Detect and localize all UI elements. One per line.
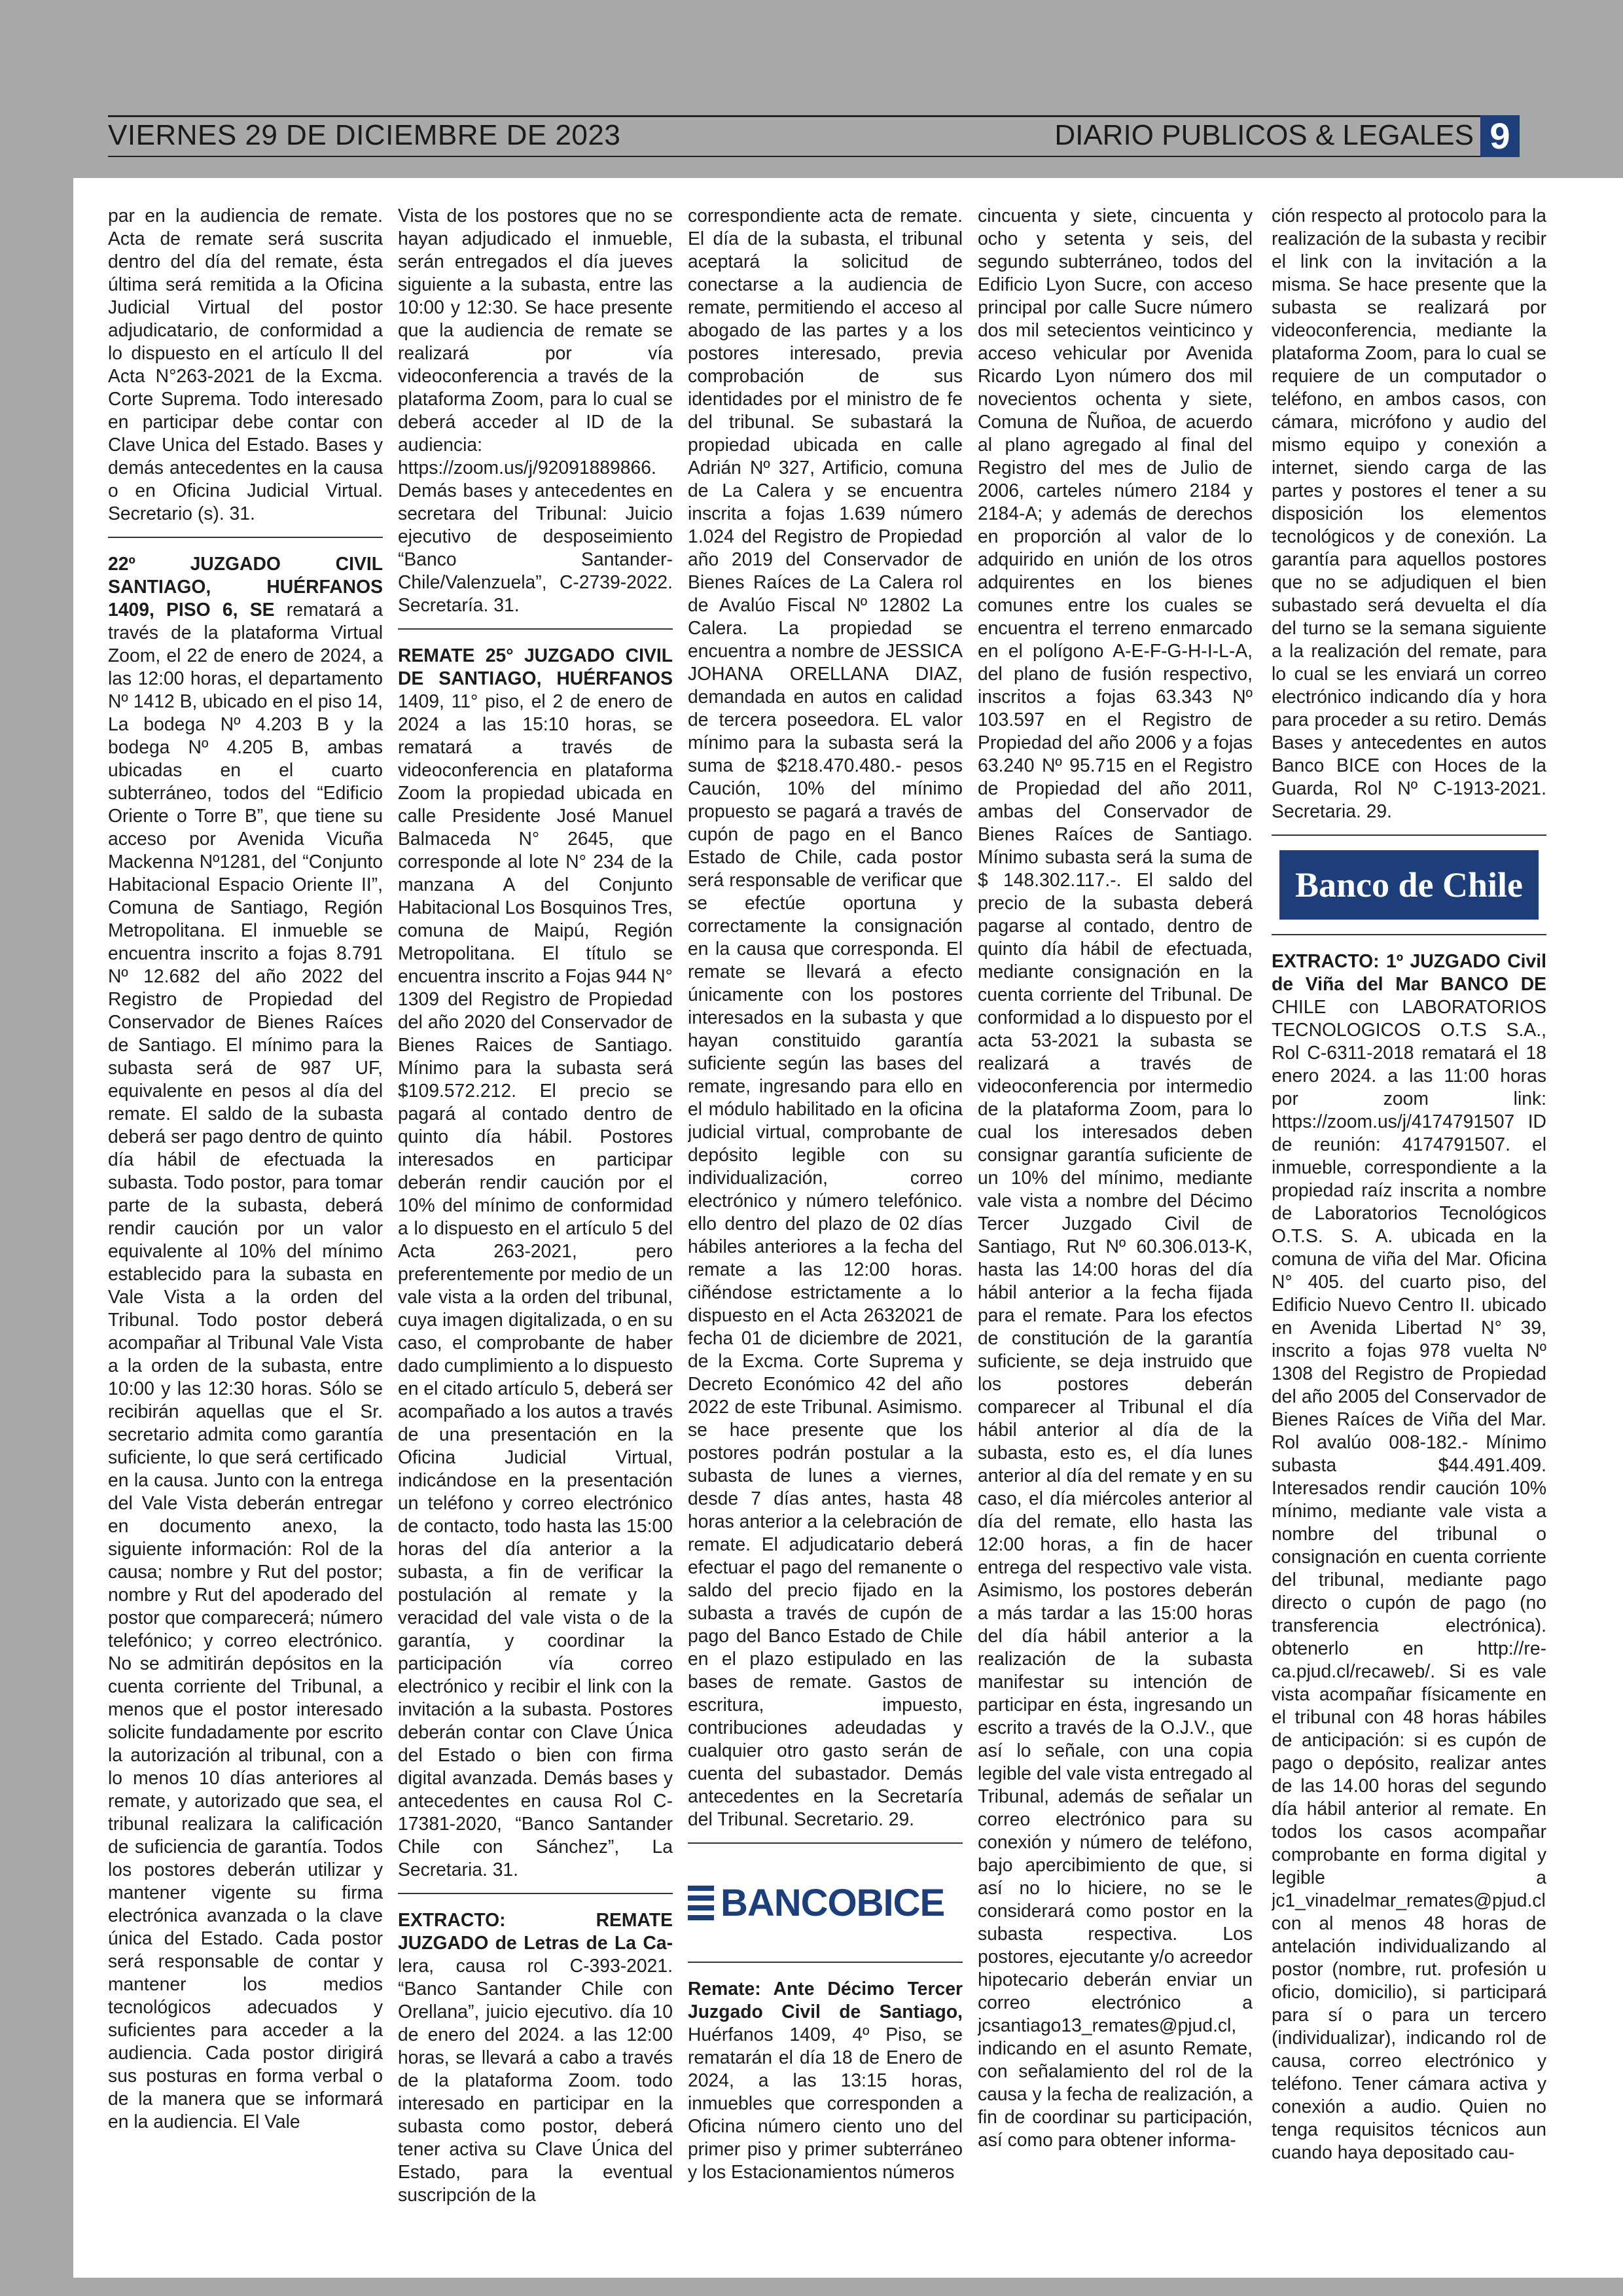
notice-heading: Remate: Ante Décimo Tercer Juzgado Civil de Santiago, (688, 1978, 963, 2022)
notice-text: cincuenta y siete, cincuenta y ocho y setenta y seis, del segundo subterráneo, todos del Edificio Lyon Sucre, con acceso principal por calle Sucre número dos mil setecientos veinticinco y acceso vehicular por Avenida Ricardo Lyon número dos mil novecientos ochenta y siete, Comuna de Ñuñoa, de acuerdo al plano agregado al final del Registro del mes de Julio de 2006, carteles número 2184 y 2184-A; y además de derechos en proporción al valor de lo adquirido en unión de los otros adquirentes en los bienes comunes entre los cuales se encuentra el terreno enmarcado en el polígono A-E-F-G-H-I-L-A, del plano de fusión respectivo, inscritos a fojas 63.343 Nº 103.597 en el Registro de Propiedad del año 2006 y a fojas 63.240 Nº 95.715 en el Registro de Propiedad del año 2011, ambas del Conservador de Bienes Raíces de Santiago. Mínimo subasta será la suma de $ 148.302.117.-. El saldo del precio de la subasta deberá pagarse al contado, dentro de quinto día hábil de efectuada, mediante consignación en la cuenta corriente del Tribunal. De conformidad a lo dispuesto por el acta 53-2021 la subasta se realizará a través de videoconferencia por intermedio de la plataforma Zoom, para lo cual los interesados deben consignar garantía suficiente de un 10% del mínimo, mediante vale vista a nombre del Décimo Tercer Juzgado Civil de Santiago, Rut Nº 60.306.013-K, hasta las 14:00 horas del día hábil anterior a la fecha fijada para el remate. Para los efectos de constitución de la garantía suficiente, se deja instruido que los postores deberán comparecer al Tribunal el día hábil anterior al día de la subasta, esto es, el día lunes anterior al día del remate y en su caso, el día miércoles anterior al día del remate, ello hasta las 12:00 horas, a fin de hacer entrega del respectivo vale vista. Asimismo, los postores deberán a más tardar a las 15:00 horas del día hábil anterior a la realización de la subasta manifestar su intención de participar en ésta, ingresando un escrito a través de la O.J.V., que así lo señale, con una copia legible del vale vista entregado al Tribunal, además de señalar un correo electrónico para su conexión y número de teléfono, bajo apercibimiento de que, si así no lo hiciere, no se le considerará como postor en la subasta respectiva. Los postores, ejecutante y/o acreedor hipotecario deberán enviar un correo electrónico a jcsantiago13_remates@pjud.cl, indicando en el asunto Remate, con señalamiento del rol de la causa y la fecha de realización, a fin de coordinar su participación, así como para obtener informa- (978, 205, 1253, 2150)
banco-bice-logo (688, 1842, 963, 1963)
notice (398, 644, 673, 1881)
notice-divider (108, 537, 383, 538)
notice (1272, 950, 1546, 2164)
notice-heading: EXTRACTO: 1º JUZGADO Civil de Viña del Mar BANCO DE (1272, 950, 1546, 994)
column-1 (108, 204, 383, 2269)
notice-text: correspondiente acta de remate. El día de la subasta, el tribunal aceptará la solicitud de conectarse a la audiencia de remate, permitiendo el acceso al abogado de las partes y a los postores interesado, previa comprobación de sus identidades por el ministro de fe del tribunal. Se subastará la propiedad ubicada en calle Adrián Nº 327, Artificio, comuna de La Calera y se encuentra inscrita a fojas 1.639 número 1.024 del Registro de Propiedad año 2019 del Conservador de Bienes Raíces de La Calera rol de Avalúo Fiscal Nº 12802 La Calera. La propiedad se encuentra a nombre de JESSICA JOHANA ORELLANA DIAZ, demandada en autos en calidad de tercera poseedora. EL valor mínimo para la subasta será la suma de $218.470.480.- pesos Caución, 10% del mínimo propuesto se pagará a través de cupón de pago en el Banco Estado de Chile, cada postor será responsable de verificar que se efectúe oportuna y correctamente la consignación en la causa que corresponda. El remate se llevará a efecto únicamente con los postores interesados en la subasta y que hayan constituido garantía suficiente según las bases del remate, ingresando para ello en el módulo habilitado en la oficina judicial virtual, comprobante de depósito legible con su individualización, correo electrónico y número telefónico. ello dentro del plazo de 02 días hábiles anteriores a la fecha del remate a las 12:00 horas. ciñéndose estrictamente a lo dispuesto en el Acta 2632021 de fecha 01 de diciembre de 2021, de la Excma. Corte Suprema y Decreto Económico 42 del año 2022 de este Tribunal. Asimismo. se hace presente que los postores podrán postular a la subasta de lunes a viernes, desde 7 días antes, hasta 48 horas anterior a la celebración de remate. El adjudicatario deberá efectuar el pago del remanente o saldo del precio fijado en la subasta a través de cupón de pago del Banco Estado de Chile en el plazo estipulado en las bases de remate. Gastos de escritura, impuesto, contribuciones adeudadas y cualquier otro gasto serán de cuenta del subastador. Demás antecedentes en la Secretaría del Tribunal. Secretario. 29. (688, 205, 963, 1829)
notice (398, 1909, 673, 2206)
header-date: VIERNES 29 DE DICIEMBRE DE 2023 (108, 119, 621, 151)
bice-stripes-icon (688, 1886, 714, 1920)
column-2 (398, 204, 673, 2269)
notice (108, 552, 383, 2133)
notice-heading: REMATE 25° JUZGADO CIVIL DE SANTIAGO, HUÉRFANOS (398, 645, 673, 689)
notice-text: ción respecto al protocolo para la realización de la subasta y recibir el link con la invitación a la misma. Se hace presente que la subasta se realizará por videoconferencia, mediante la plataforma Zoom, para lo cual se requiere de un computador o teléfono, en ambos casos, con cámara, micrófono y audio del mismo equipo y conexión a internet, siendo carga de las partes y postores el tener a su disposición los elementos tecnológicos y de conexión. La garantía para aquellos postores que no se adjudiquen el bien subastado será devuelta el día del turno se la semana siguiente a la realización del remate, para lo cual se les enviará un correo electrónico indicando día y hora para proceder a su retiro. Demás Bases y antecedentes en autos Banco BICE con Hoces de la Guarda, Rol Nº C-1913-2021. Secretaria. 29. (1272, 205, 1546, 821)
notice-text: CHILE con LABORATORIOS TECNOLOGICOS O.T.S S.A., Rol C-6311-2018 rematará el 18 enero 2024. a las 11:00 horas por zoom link: https://zoom.us/j/4174791507 ID de reunión: 4174791507. el inmueble, correspondiente a la propiedad raíz inscrita a nombre de Laboratorios Tecnológicos O.T.S. S. A. ubicada en la comuna de viña del Mar. Oficina N° 405. del cuarto piso, del Edificio Nuevo Centro II. ubicado en Avenida Libertad N° 39, inscrito a fojas 978 vuelta Nº 1308 del Registro de Propiedad del año 2005 del Conservador de Bienes Raíces de Viña del Mar. Rol avalúo 008-182.- Mínimo subasta $44.491.409. Interesados rendir caución 10% mínimo, mediante vale vista a nombre del tribunal o consignación en cuenta corriente del tribunal, mediante pago directo o cupón de pago (no transferencia electrónica). obtenerlo en http://re-ca.pjud.cl/recaweb/. Si es vale vista acompañar físicamente en el tribunal con 48 horas hábiles de anticipación: si es cupón de pago o depósito, realizar antes de las 14.00 horas del segundo día hábil anterior al remate. En todos los casos acompañar comprobante en forma digital y legible a jc1_vinadelmar_remates@pjud.cl con al menos 48 horas de antelación individualizando al postor (nombre, rut. profesión u oficio, domicilio), si participará para sí o para un tercero (individualizar), indicando rol de causa, correo electrónico y teléfono. Tener cámara activa y conexión a audio. Quien no tenga requisitos técnicos aun cuando haya depositado cau- (1272, 996, 1546, 2162)
notice-text: Huérfanos 1409, 4º Piso, se rematarán el día 18 de Enero de 2024, a las 13:15 horas, inmuebles que corresponden a Oficina número ciento uno del primer piso y primer subterráneo y los Estacionamientos números (688, 2024, 963, 2182)
notice-text: lera, causa rol C-393-2021. “Banco Santander Chile con Orellana”, juicio ejecutivo. día 10 de enero del 2024. a las 12:00 horas, se llevará a cabo a través de la plataforma Zoom. todo interesado en participar en la subasta como postor, deberá tener activa su Clave Única del Estado, para la eventual suscripción de la (398, 1955, 673, 2205)
notice-divider (398, 628, 673, 630)
header-paper-name: DIARIO PUBLICOS & LEGALES (1054, 119, 1474, 151)
notice-heading: EXTRACTO: REMATE JUZGADO de Letras de La Ca- (398, 1909, 673, 1953)
banco-de-chile-logo (1272, 834, 1546, 935)
notice-text: par en la audiencia de remate. Acta de remate será suscrita dentro del día del remate, ésta última será remitida a la Oficina Judicial Virtual del postor adjudicatario, de conformidad a lo dispuesto en el artículo ll del Acta N°263-2021 de la Excma. Corte Suprema. Todo interesado en participar debe contar con Clave Unica del Estado. Bases y demás antecedentes en la causa o en Oficina Judicial Virtual. Secretario (s). 31. (108, 205, 383, 524)
page-number-badge: 9 (1480, 115, 1520, 157)
notice (688, 1977, 963, 2183)
header-top-rule (108, 115, 1492, 117)
notice-heading: 22º JUZGADO CIVIL SANTIAGO, HUÉRFANOS 1409, PISO 6, SE (108, 553, 383, 620)
column-3 (688, 204, 963, 2269)
notice-text: Vista de los postores que no se hayan adjudicado el inmueble, serán entregados el día jueves siguiente a la subasta, entre las 10:00 y 12:30. Se hace presente que la audiencia de remate se realizará por vía videoconferencia a través de la plataforma Zoom, para lo cual se deberá acceder al ID de la audiencia: https://zoom.us/j/92091889866. Demás bases y antecedentes en secretara del Tribunal: Juicio ejecutivo de desposeimiento “Banco Santander-Chile/Valenzuela”, C-2739-2022. Secretaría. 31. (398, 205, 673, 615)
banco-de-chile-logo-text: Banco de Chile (1279, 850, 1539, 920)
bice-logo-text: BANCOBICE (721, 1881, 945, 1924)
notice-text: rematará a través de la plataforma Virtual Zoom, el 22 de enero de 2024, a las 12:00 horas, el departamento Nº 1412 B, ubicado en el piso 14, La bodega Nº 4.203 B y la bodega Nº 4.205 B, ambas ubicadas en el cuarto subterráneo, todos del “Edificio Oriente o Torre B”, que tiene su acceso por Avenida Vicuña Mackenna Nº1281, del “Conjunto Habitacional Espacio Oriente II”, Comuna de Santiago, Región Metropolitana. El inmueble se encuentra inscrito a fojas 8.791 Nº 12.682 del año 2022 del Registro de Propiedad del Conservador de Bienes Raíces de Santiago. El mínimo para la subasta será de 987 UF, equivalente en pesos al día del remate. El saldo de la subasta deberá ser pago dentro de quinto día hábil de efectuada la subasta. Todo postor, para tomar parte de la subasta, deberá rendir caución por un valor equivalente al 10% del mínimo establecido para la subasta en Vale Vista a la orden del Tribunal. Todo postor deberá acompañar al Tribunal Vale Vista a la orden de la subasta, entre 10:00 y las 12:30 horas. Sólo se recibirán aquellas que el Sr. secretario admita como garantía suficiente, lo que será certificado en la causa. Junto con la entrega del Vale Vista deberán entregar en documento anexo, la siguiente información: Rol de la causa; nombre y Rut del postor; nombre y Rut del apoderado del postor que comparecerá; número telefónico; y correo electrónico. No se admitirán depósitos en la cuenta corriente del Tribunal, a menos que el postor interesado solicite fundadamente por escrito la autorización al tribunal, con a lo menos 10 días anteriores al remate, y autorizado que sea, el tribunal realizara la calificación de suficiencia de garantía. Todos los postores deberán utilizar y mantener vigente su firma electrónica avanzada o la clave única del Estado. Cada postor será responsable de contar y mantener los medios tecnológicos adecuados y suficientes para acceder a la audiencia. Cada postor dirigirá sus posturas en forma verbal o de la manera que se informará en la audiencia. El Vale (108, 599, 383, 2132)
header-bottom-rule (108, 156, 1492, 157)
column-4 (978, 204, 1253, 2269)
column-5 (1272, 204, 1546, 2269)
notice-text: 1409, 11° piso, el 2 de enero de 2024 a las 15:10 horas, se rematará a través de videoconferencia en plataforma Zoom la propiedad ubicada en calle Presidente José Manuel Balmaceda N° 2645, que corresponde al lote N° 234 de la manzana A del Conjunto Habitacional Los Bosquinos Tres, comuna de Maipú, Región Metropolitana. El título se encuentra inscrito a Fojas 944 N° 1309 del Registro de Propiedad del año 2020 del Conservador de Bienes Raices de Santiago. Mínimo para la subasta será $109.572.212. El precio se pagará al contado dentro de quinto día hábil. Postores interesados en participar deberán rendir caución por el 10% del mínimo de conformidad a lo dispuesto en el artículo 5 del Acta 263-2021, pero preferentemente por medio de un vale vista a la orden del tribunal, cuya imagen digitalizada, o en su caso, el comprobante de haber dado cumplimiento a lo dispuesto en el citado artículo 5, deberá ser acompañado a los autos a través de una presentación en la Oficina Judicial Virtual, indicándose en la presentación un teléfono y correo electrónico de contacto, todo hasta las 15:00 horas del día anterior a la subasta, a fin de verificar la postulación al remate y la veracidad del vale vista o de la garantía, y coordinar la participación vía correo electrónico y recibir el link con la invitación a la subasta. Postores deberán contar con Clave Única del Estado o bien con firma digital avanzada. Demás bases y antecedentes en causa Rol C-17381-2020, “Banco Santander Chile con Sánchez”, La Secretaria. 31. (398, 691, 673, 1880)
notice-divider (398, 1893, 673, 1894)
